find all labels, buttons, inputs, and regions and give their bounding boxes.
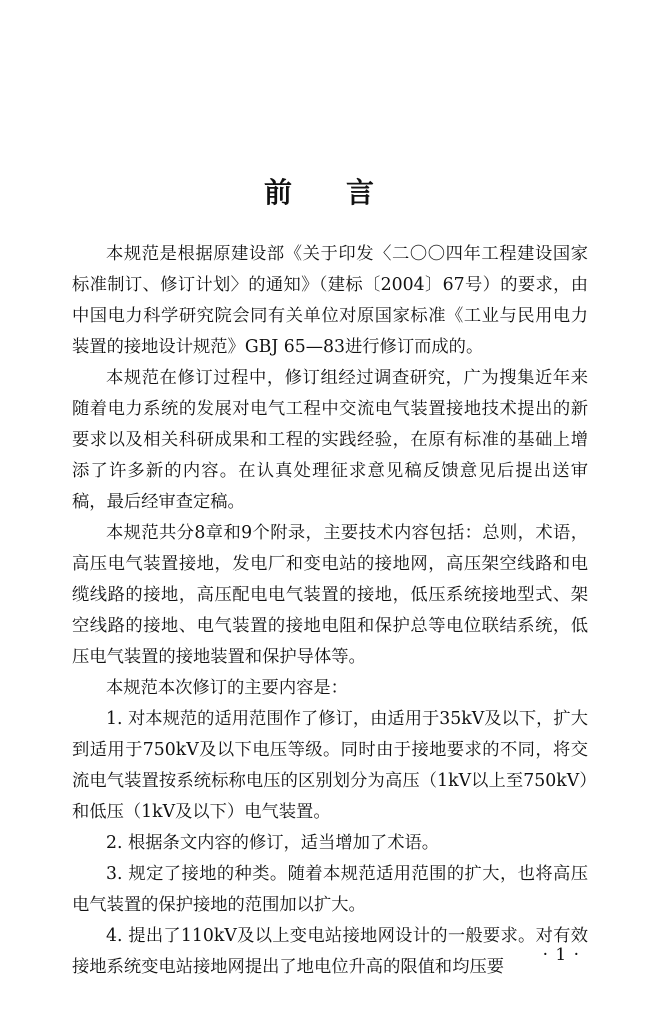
paragraph-change-3: 3. 规定了接地的种类。随着本规范适用范围的扩大，也将高压电气装置的保护接地的范围加以扩大。: [72, 864, 588, 915]
paragraph-change-4: 4. 提出了110kV及以上变电站接地网设计的一般要求。对有效接地系统变电站接地网提出了地电位升高的限值和均压要: [72, 926, 588, 977]
paragraph-basis: 本规范是根据原建设部《关于印发〈二〇〇四年工程建设国家标准制订、修订计划〉的通知》（建标〔2004〕67号）的要求，由中国电力科学研究院会同有关单位对原国家标准《工业与民用电力装置的接地设计规范》GBJ 65—83进行修订而成的。: [72, 244, 588, 357]
paragraph-main-changes-intro: 本规范本次修订的主要内容是：: [106, 678, 348, 698]
paragraph-revision-process: 本规范在修订过程中，修订组经过调查研究，广为搜集近年来随着电力系统的发展对电气工程中交流电气装置接地技术提出的新要求以及相关科研成果和工程的实践经验，在原有标准的基础上增添了许多新的内容。在认真处理征求意见稿反馈意见后提出送审稿，最后经审查定稿。: [72, 368, 588, 512]
page-title: [264, 174, 374, 208]
title-char-qian: 前: [264, 175, 293, 209]
paragraph-change-1: 1. 对本规范的适用范围作了修订，由适用于35kV及以下，扩大到适用于750kV及以下电压等级。同时由于接地要求的不同，将交流电气装置按系统标称电压的区别划分为高压（1kV以上至750kV）和低压（1kV及以下）电气装置。: [72, 709, 588, 822]
paragraph-change-2: 2. 根据条文内容的修订，适当增加了术语。: [106, 833, 440, 853]
paragraph-contents-summary: 本规范共分8章和9个附录，主要技术内容包括：总则，术语，高压电气装置接地，发电厂和变电站的接地网，高压架空线路和电缆线路的接地，高压配电电气装置的接地，低压系统接地型式、架空线路的接地、电气装置的接地电阻和保护总等电位联结系统，低压电气装置的接地装置和保护导体等。: [72, 523, 588, 667]
preface-body: [72, 239, 588, 983]
title-char-yan: 言: [345, 175, 374, 209]
page-number: · 1 ·: [542, 945, 580, 965]
